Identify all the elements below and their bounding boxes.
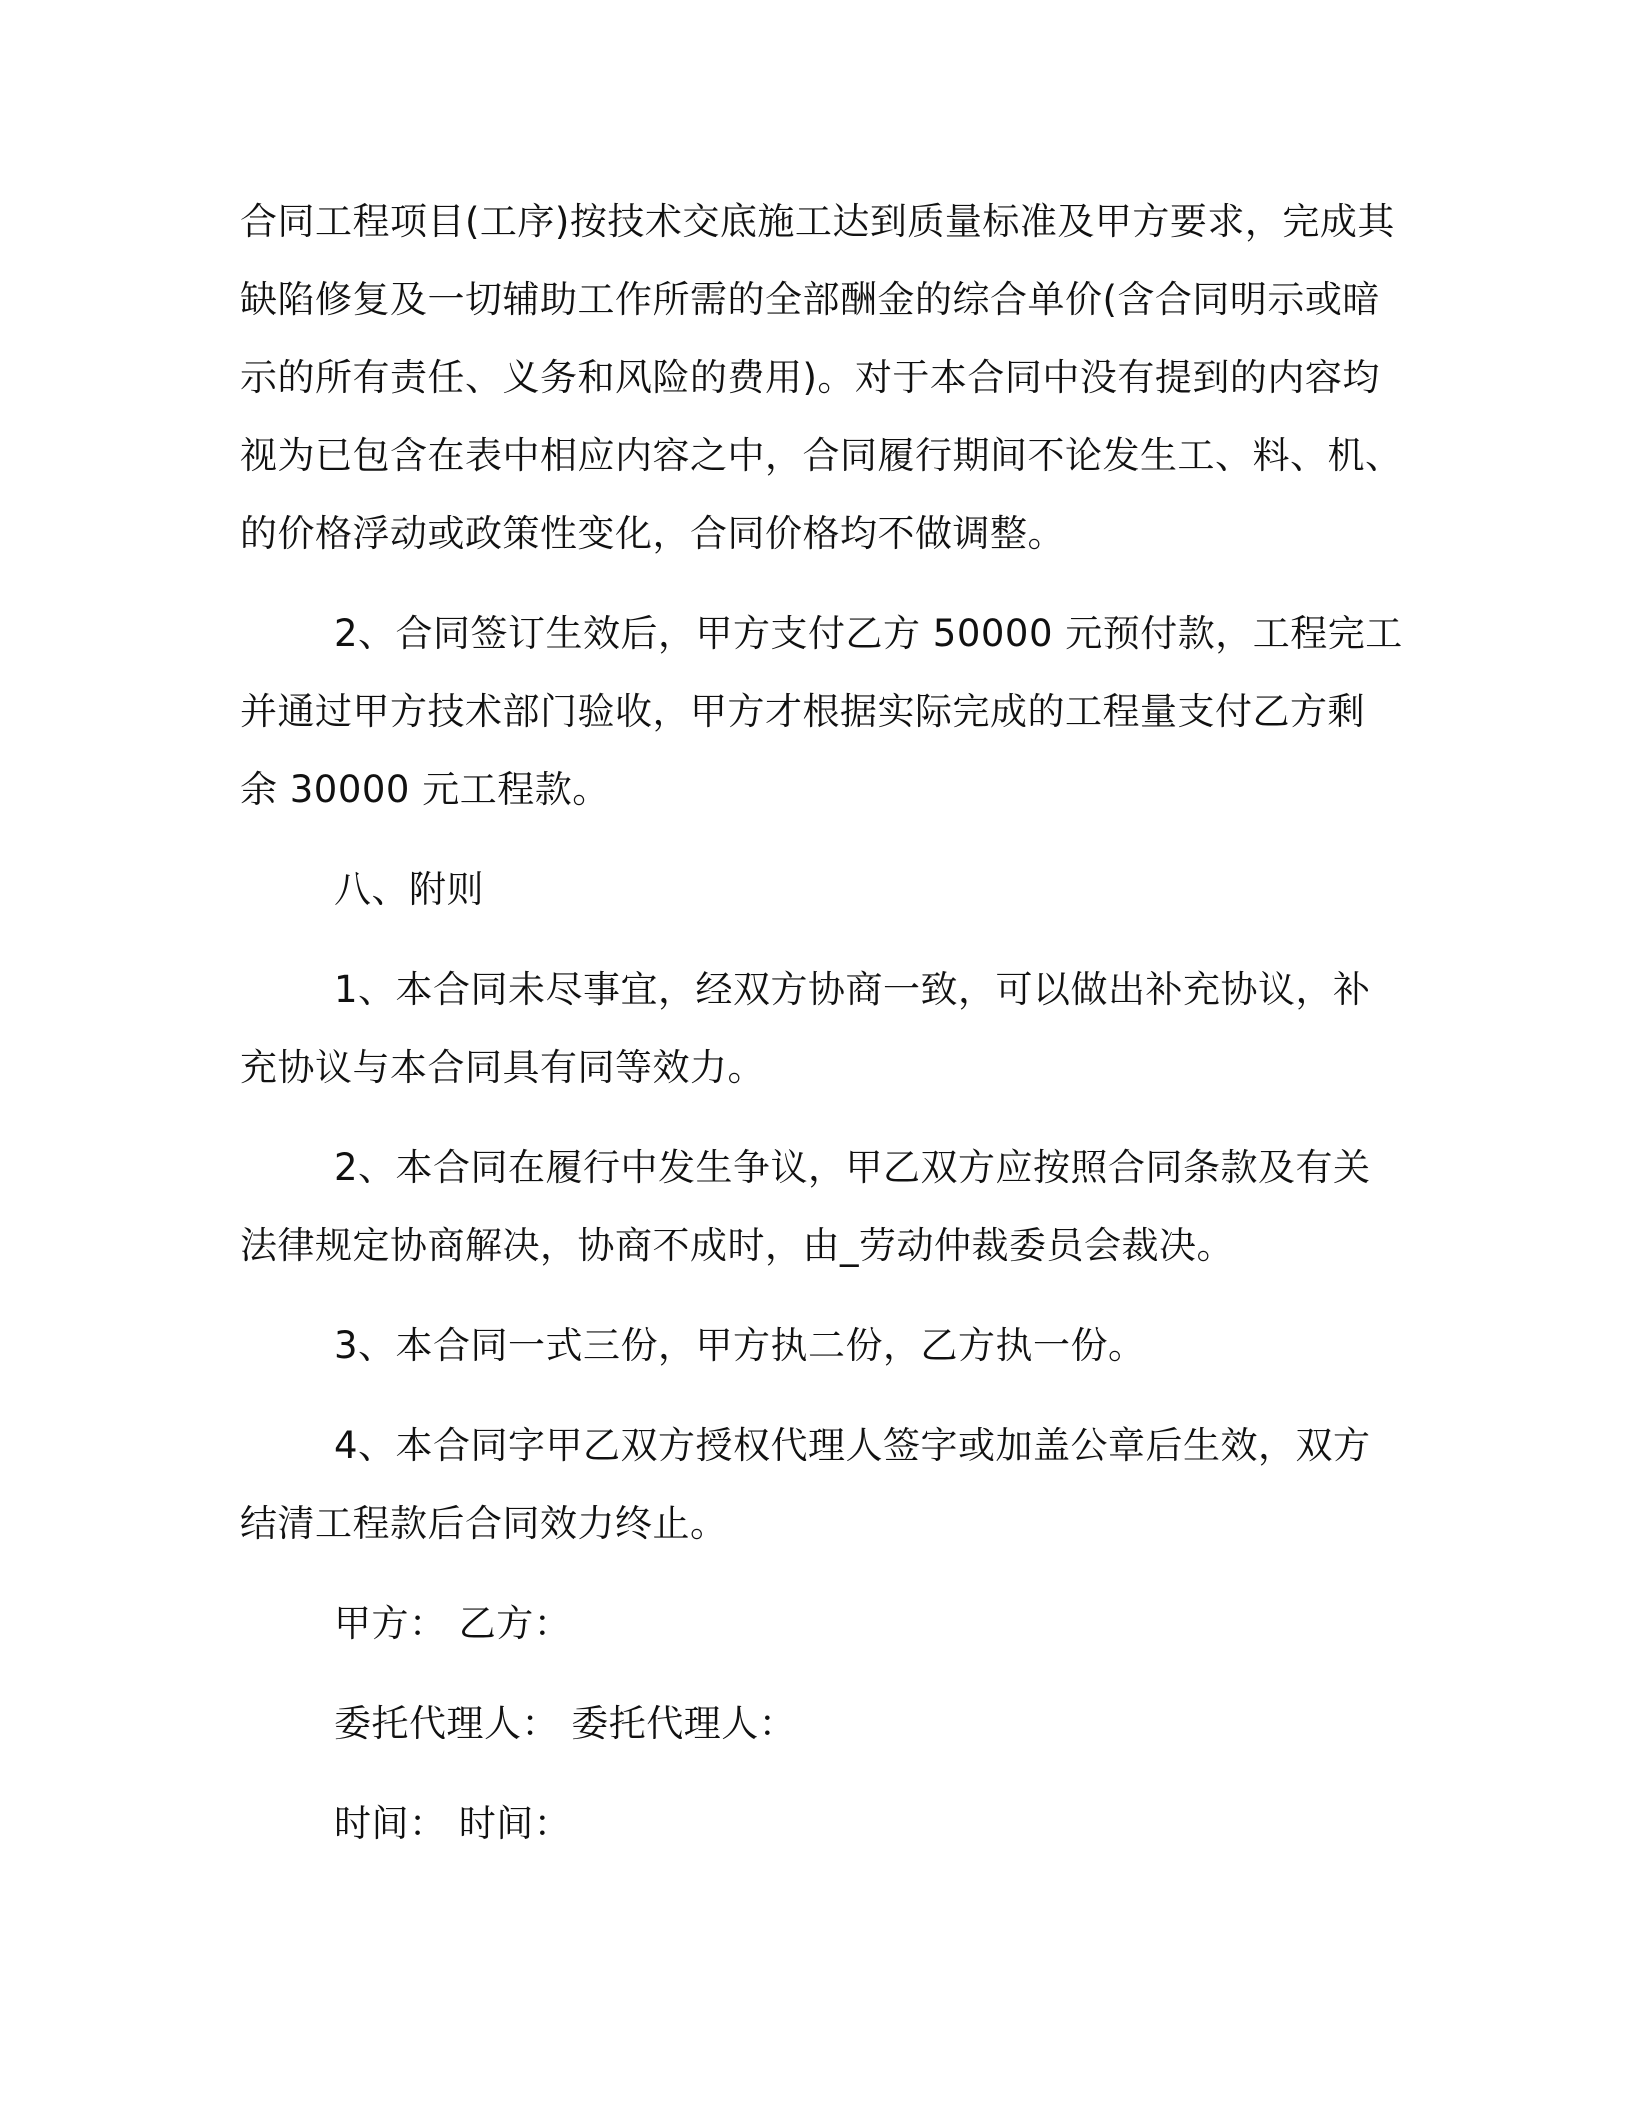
price-paragraph-line-5: 的价格浮动或政策性变化，合同价格均不做调整。 — [240, 512, 1065, 555]
price-paragraph-line-4: 视为已包含在表中相应内容之中，合同履行期间不论发生工、料、机、 — [240, 434, 1403, 477]
signature-agents: 委托代理人： 委托代理人： — [334, 1702, 797, 1745]
price-paragraph-line-3: 示的所有责任、义务和风险的费用)。对于本合同中没有提到的内容均 — [240, 356, 1380, 399]
clause-3: 3、本合同一式三份，甲方执二份，乙方执一份。 — [334, 1324, 1146, 1367]
clause-1-line-1: 1、本合同未尽事宜，经双方协商一致，可以做出补充协议，补 — [334, 968, 1371, 1011]
clause-4-line-1: 4、本合同字甲乙双方授权代理人签字或加盖公章后生效，双方 — [334, 1424, 1371, 1467]
price-paragraph-line-1: 合同工程项目(工序)按技术交底施工达到质量标准及甲方要求，完成其 — [240, 200, 1395, 243]
clause-2-line-2: 法律规定协商解决，协商不成时，由_劳动仲裁委员会裁决。 — [240, 1224, 1234, 1267]
signature-dates: 时间： 时间： — [334, 1802, 572, 1845]
payment-paragraph-line-1: 2、合同签订生效后，甲方支付乙方 50000 元预付款，工程完工 — [334, 612, 1403, 655]
price-paragraph-line-2: 缺陷修复及一切辅助工作所需的全部酬金的综合单价(含合同明示或暗 — [240, 278, 1380, 321]
clause-1-line-2: 充协议与本合同具有同等效力。 — [240, 1046, 765, 1089]
payment-paragraph-line-3: 余 30000 元工程款。 — [240, 768, 610, 811]
section-heading-appendix: 八、附则 — [334, 868, 484, 911]
payment-paragraph-line-2: 并通过甲方技术部门验收，甲方才根据实际完成的工程量支付乙方剩 — [240, 690, 1365, 733]
clause-4-line-2: 结清工程款后合同效力终止。 — [240, 1502, 728, 1545]
clause-2-line-1: 2、本合同在履行中发生争议，甲乙双方应按照合同条款及有关 — [334, 1146, 1371, 1189]
signature-parties: 甲方： 乙方： — [334, 1602, 572, 1645]
